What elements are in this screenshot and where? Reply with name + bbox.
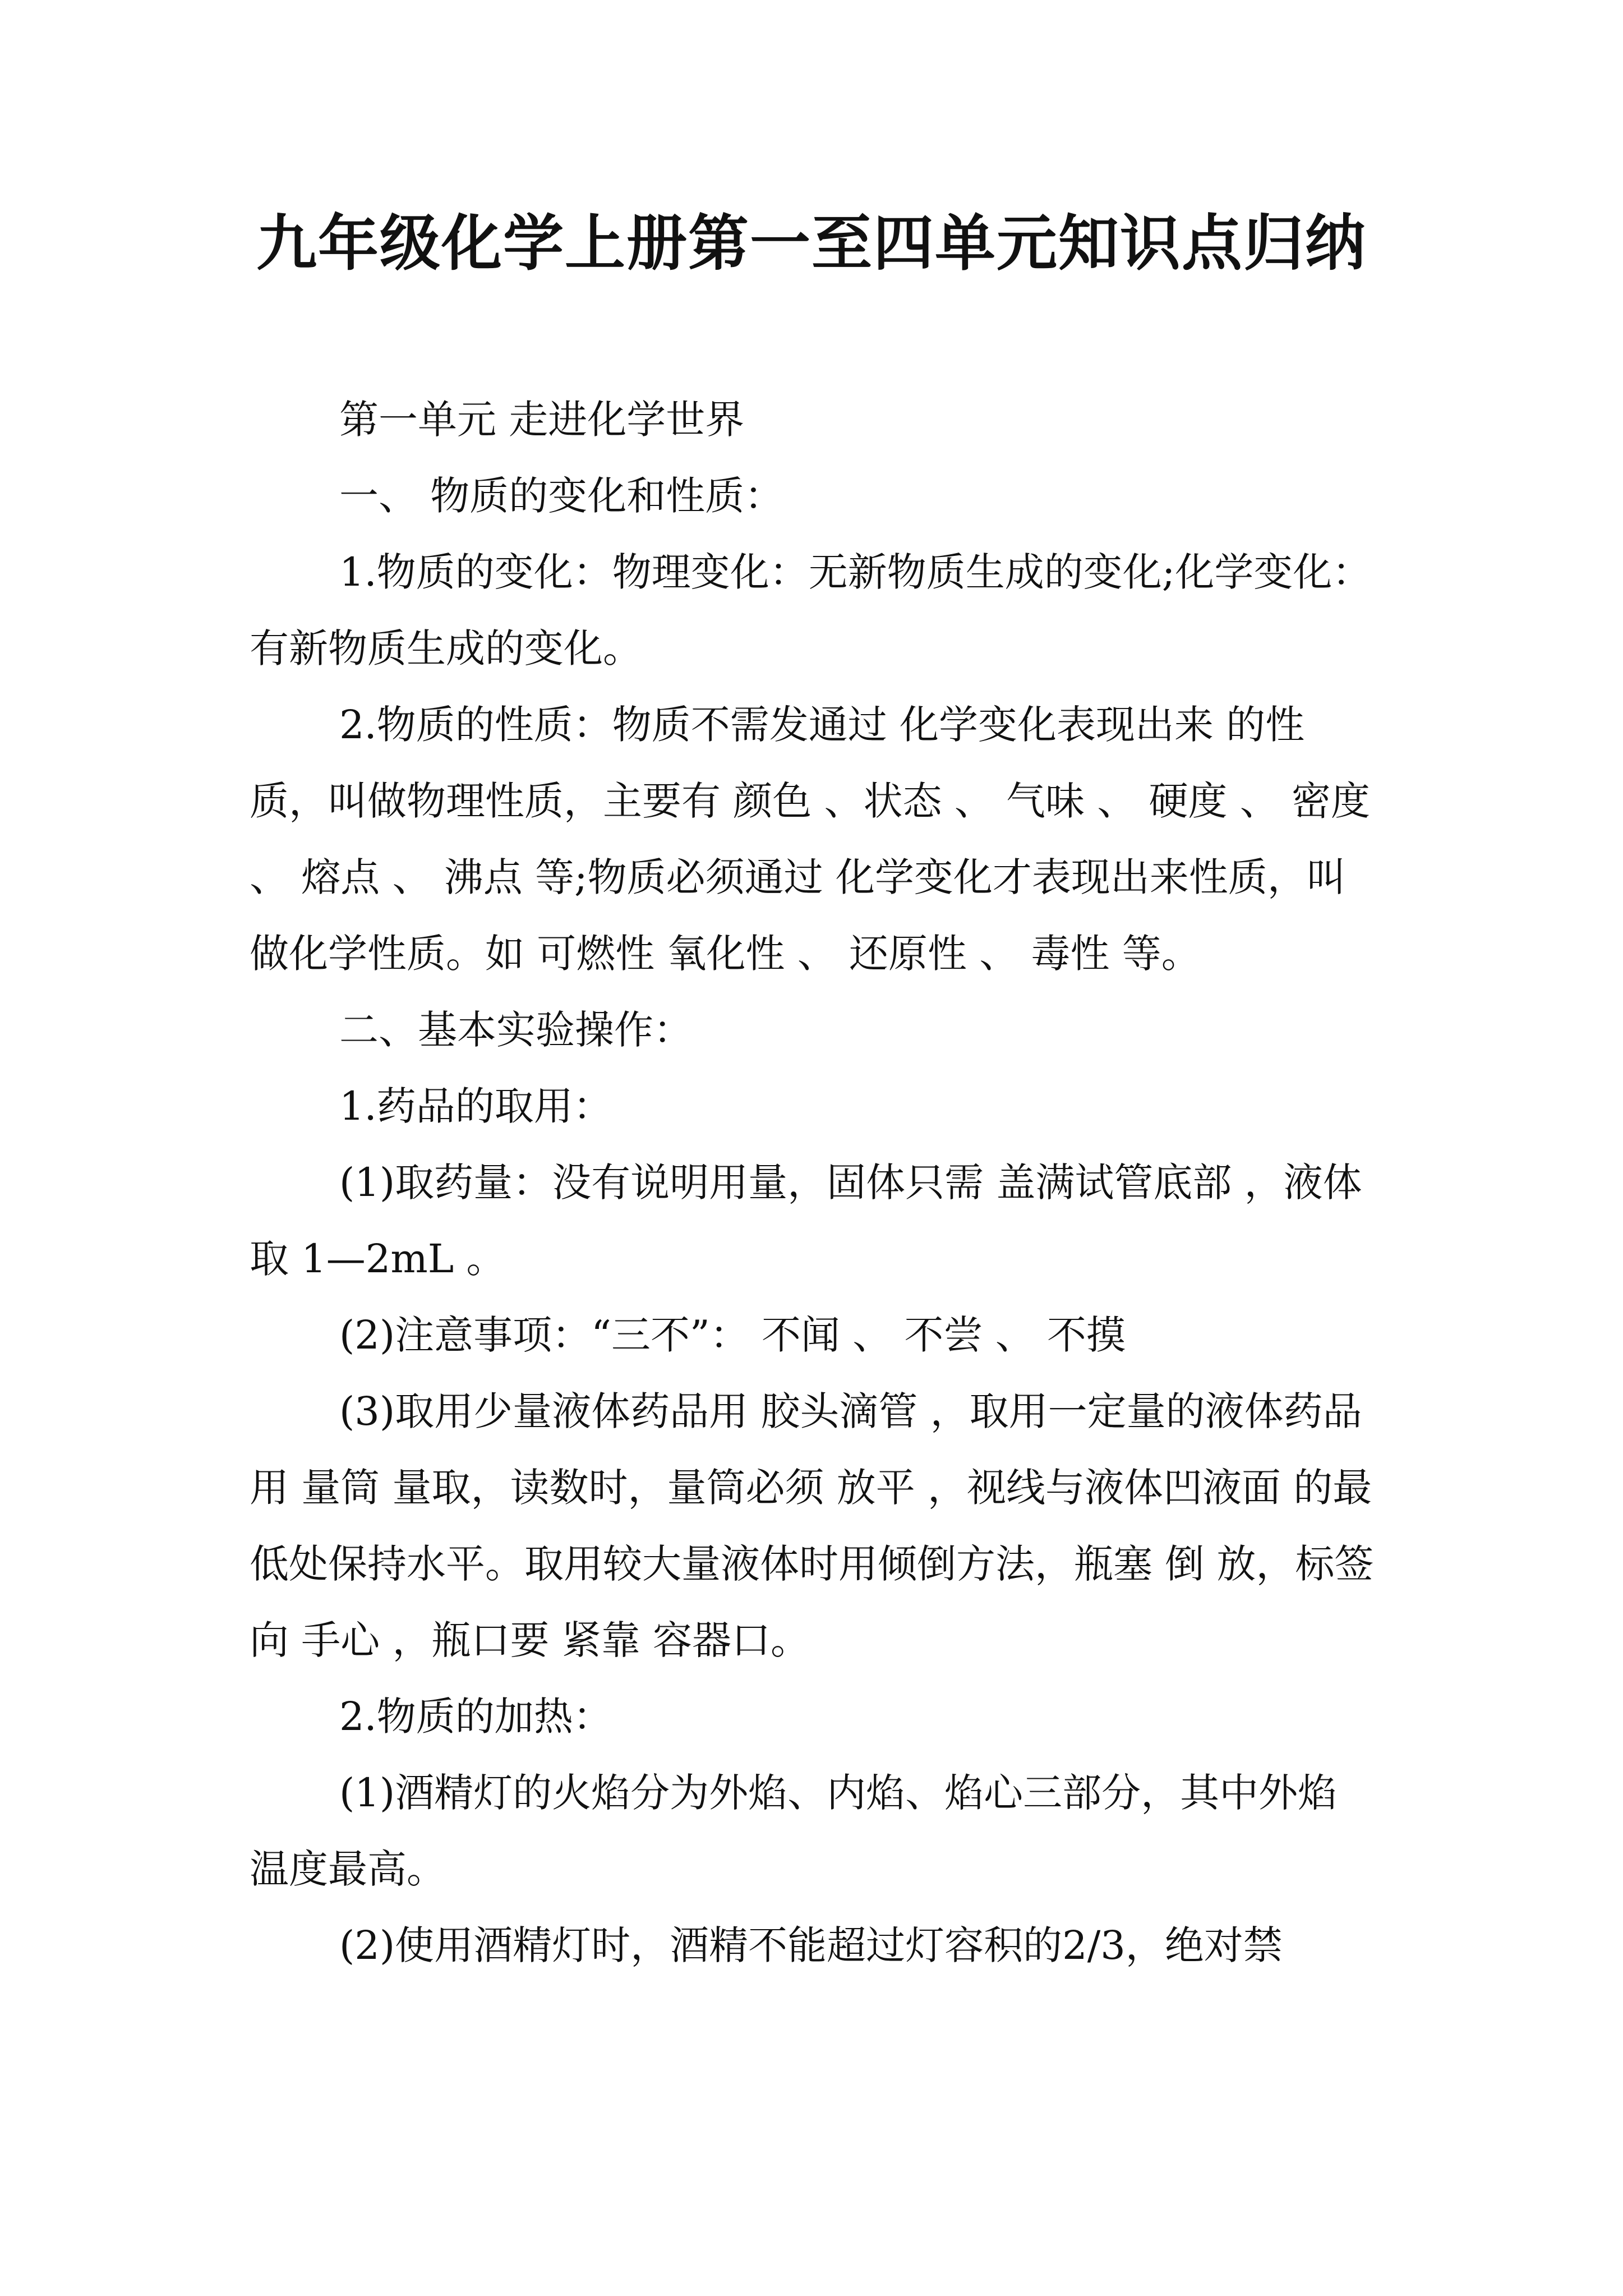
document-body [250,381,1377,1984]
paragraph-flame: (1)酒精灯的火焰分为外焰、内焰、焰心三部分，其中外焰 温度最高。 [250,1770,1338,1892]
paragraph-alcohol-lamp: (2)使用酒精灯时，酒精不能超过灯容积的2/3，绝对禁 [339,1922,1283,1968]
subheading-taking-reagents: 1.药品的取用： [339,1083,612,1129]
page-title: 九年级化学上册第一至四单元知识点归纳 [256,209,1367,279]
section-heading-lab-operations: 二、基本实验操作： [339,1007,693,1053]
subheading-heating: 2.物质的加热： [339,1694,612,1740]
paragraph-liquids: (3)取用少量液体药品用 胶头滴管 ，取用一定量的液体药品用 量筒 量取，读数时，量筒必须 放平 ，视线与液体凹液面 的最低处保持水平。取用较大量液体时用倾倒方法，瓶塞 倒 放，标签向 手心 ，瓶口要 紧靠 容器口。 [250,1388,1374,1663]
paragraph-changes: 1.物质的变化：物理变化：无新物质生成的变化;化学变化：有新物质生成的变化。 [250,549,1372,671]
paragraph-properties: 2.物质的性质：物质不需发通过 化学变化表现出来 的性质，叫做物理性质，主要有 颜色 、状态 、 气味 、 硬度 、 密度 、 熔点 、 沸点 等;物质必须通过 化学变化才表现出来性质，叫做化学性质。如 可燃性 氧化性 、 还原性 、 毒性 等。 [250,702,1371,977]
section-heading-changes-properties: 一、 物质的变化和性质： [339,473,784,519]
paragraph-three-nots: (2)注意事项：“三不”： 不闻 、 不尝 、 不摸 [339,1312,1126,1358]
paragraph-amount: (1)取药量：没有说明用量，固体只需 盖满试管底部 ，液体取 1—2mL 。 [250,1159,1362,1282]
unit-heading: 第一单元 走进化学世界 [339,397,745,443]
